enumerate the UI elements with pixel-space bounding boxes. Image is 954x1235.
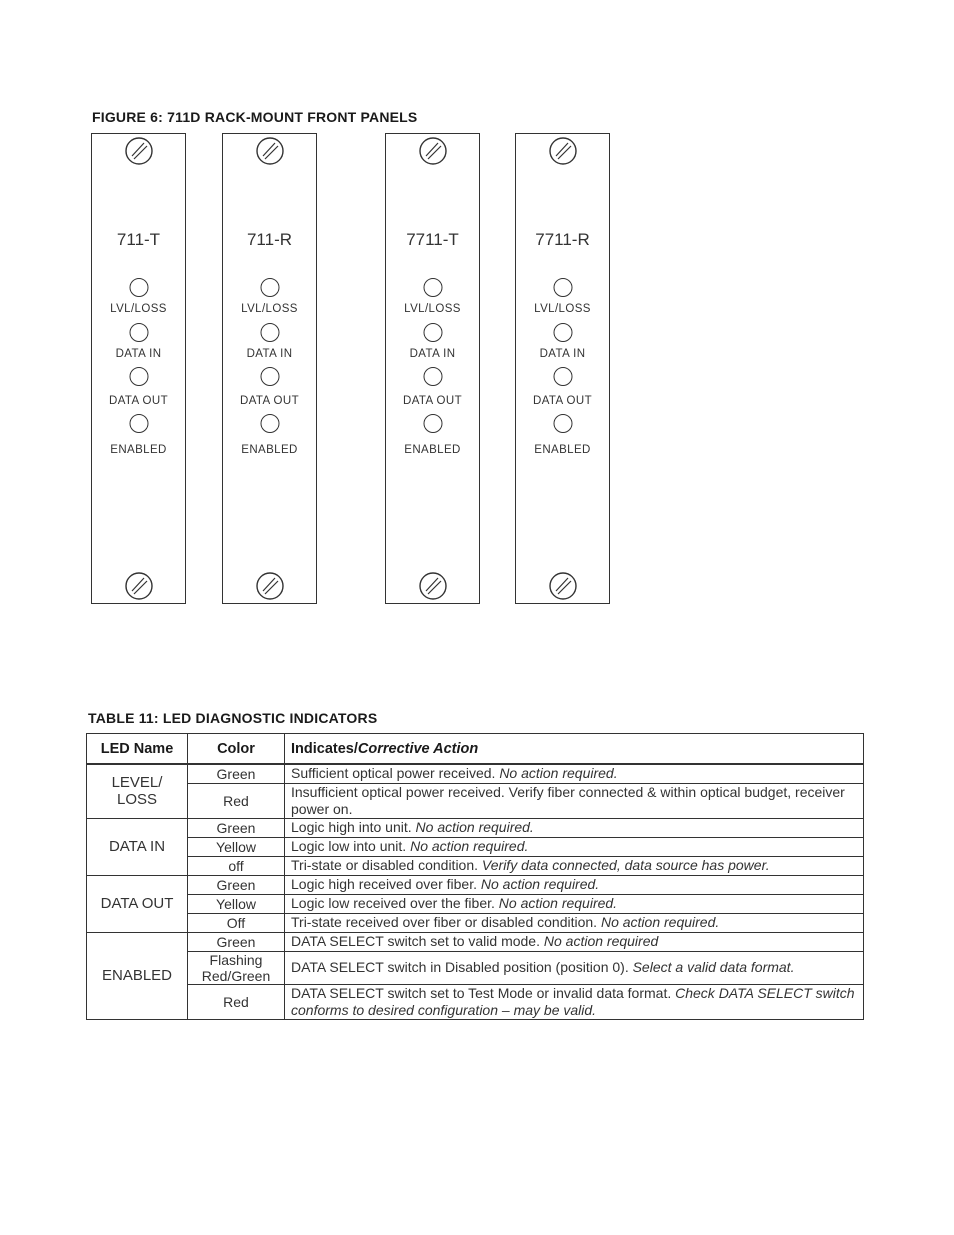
panel-name: 711-R xyxy=(246,230,293,249)
panel-name: 7711-T xyxy=(406,230,459,249)
led-circle-icon xyxy=(260,323,279,342)
led-label: ENABLED xyxy=(534,444,591,456)
led-circle-icon xyxy=(553,323,572,342)
color-cell: Green xyxy=(188,932,285,951)
indicates-cell xyxy=(285,875,864,894)
color-cell: off xyxy=(188,856,285,875)
corrective-action-text: Select a valid data format. xyxy=(632,959,795,975)
header-corrective-action: Corrective Action xyxy=(357,740,479,757)
corrective-action-text: No action required. xyxy=(499,765,618,782)
table-row xyxy=(87,764,864,783)
led-circle-icon xyxy=(423,367,442,386)
led-label: DATA OUT xyxy=(403,395,462,407)
panel-name: 711-T xyxy=(116,230,161,249)
indicates-cell xyxy=(285,764,864,783)
indicates-cell xyxy=(285,984,864,1019)
corrective-action-text: Verify data connected, data source has power. xyxy=(481,857,770,873)
table-row xyxy=(87,894,864,913)
color-cell: Flashing Red/Green xyxy=(188,951,285,984)
screw-icon xyxy=(255,136,285,166)
corrective-action-text: No action required. xyxy=(600,914,720,930)
led-circle-icon xyxy=(553,414,572,433)
led-circle-icon xyxy=(260,278,279,297)
indicates-cell xyxy=(285,894,864,913)
led-label: LVL/LOSS xyxy=(404,303,461,315)
table-row xyxy=(87,818,864,837)
table-row xyxy=(87,875,864,894)
table-body xyxy=(87,764,864,1019)
indicates-text: Logic low received over the fiber. xyxy=(291,895,499,911)
led-label: ENABLED xyxy=(110,444,167,456)
led-circle-icon xyxy=(423,323,442,342)
screw-icon xyxy=(124,571,154,601)
color-cell: Green xyxy=(188,764,285,783)
led-name-cell: DATA IN xyxy=(87,818,188,875)
led-circle-icon xyxy=(129,367,148,386)
corrective-action-text: No action required xyxy=(543,933,659,949)
led-circle-icon xyxy=(129,414,148,433)
led-diagnostic-table xyxy=(86,733,864,1020)
led-circle-icon xyxy=(129,323,148,342)
color-cell: Off xyxy=(188,913,285,932)
indicates-text: DATA SELECT switch in Disabled position (position 0). xyxy=(291,959,633,975)
corrective-action-text: No action required. xyxy=(480,876,600,892)
color-cell: Red xyxy=(188,783,285,818)
indicates-text: Logic low into unit. xyxy=(291,838,411,854)
table-row xyxy=(87,984,864,1019)
front-panel xyxy=(91,133,186,604)
led-label: ENABLED xyxy=(404,444,461,456)
header-indicates-label: Indicates/ xyxy=(291,740,358,757)
indicates-cell xyxy=(285,818,864,837)
led-circle-icon xyxy=(423,414,442,433)
led-circle-icon xyxy=(553,278,572,297)
table-title: TABLE 11: LED DIAGNOSTIC INDICATORS xyxy=(88,710,378,726)
corrective-action-text: Check DATA SELECT switch conforms to desired configuration – may be valid. xyxy=(291,984,855,1018)
indicates-text: DATA SELECT switch set to valid mode. xyxy=(291,933,544,949)
indicates-cell xyxy=(285,783,864,818)
led-label: DATA OUT xyxy=(109,395,168,407)
led-label: DATA IN xyxy=(409,348,456,360)
indicates-text: DATA SELECT switch set to Test Mode or invalid data format. xyxy=(291,984,676,1001)
front-panel xyxy=(385,133,480,604)
panel-name: 7711-R xyxy=(535,230,590,249)
indicates-text: Logic high into unit. xyxy=(291,819,416,835)
led-label: LVL/LOSS xyxy=(241,303,298,315)
led-label: DATA OUT xyxy=(533,395,592,407)
header-led-name: LED Name xyxy=(87,734,188,765)
led-label: LVL/LOSS xyxy=(534,303,591,315)
corrective-action-text: No action required. xyxy=(498,895,618,911)
screw-icon xyxy=(548,136,578,166)
led-name-cell: ENABLED xyxy=(87,932,188,1019)
indicates-text: Sufficient optical power received. xyxy=(291,765,500,782)
led-circle-icon xyxy=(260,414,279,433)
screw-icon xyxy=(124,136,154,166)
table-row xyxy=(87,913,864,932)
screw-icon xyxy=(548,571,578,601)
table-row xyxy=(87,837,864,856)
led-circle-icon xyxy=(553,367,572,386)
front-panel xyxy=(515,133,610,604)
table-row xyxy=(87,951,864,984)
screw-icon xyxy=(255,571,285,601)
led-label: DATA IN xyxy=(246,348,293,360)
color-cell: Yellow xyxy=(188,837,285,856)
color-cell: Yellow xyxy=(188,894,285,913)
table-row xyxy=(87,856,864,875)
led-name-cell: LEVEL/ LOSS xyxy=(87,764,188,818)
screw-icon xyxy=(418,136,448,166)
indicates-cell xyxy=(285,913,864,932)
table-row xyxy=(87,783,864,818)
color-cell: Green xyxy=(188,875,285,894)
front-panel xyxy=(222,133,317,604)
indicates-cell xyxy=(285,951,864,984)
led-label: DATA OUT xyxy=(240,395,299,407)
color-cell: Green xyxy=(188,818,285,837)
indicates-text: Tri-state received over fiber or disabled condition. xyxy=(291,914,601,930)
led-label: DATA IN xyxy=(539,348,586,360)
led-name-cell: DATA OUT xyxy=(87,875,188,932)
table-row xyxy=(87,932,864,951)
indicates-cell xyxy=(285,856,864,875)
indicates-cell xyxy=(285,932,864,951)
figure-title: FIGURE 6: 711D RACK-MOUNT FRONT PANELS xyxy=(92,109,418,125)
indicates-text: Insufficient optical power received. Verify fiber connected & within optical budget, receiver power on. xyxy=(291,783,845,817)
led-circle-icon xyxy=(423,278,442,297)
indicates-text: Logic high received over fiber. xyxy=(291,876,481,892)
header-indicates xyxy=(285,734,864,765)
led-label: LVL/LOSS xyxy=(110,303,167,315)
corrective-action-text: No action required. xyxy=(415,819,534,835)
header-color: Color xyxy=(188,734,285,765)
led-circle-icon xyxy=(129,278,148,297)
indicates-text: Tri-state or disabled condition. xyxy=(291,857,482,873)
table-header-row xyxy=(87,734,864,765)
color-cell: Red xyxy=(188,984,285,1019)
led-label: ENABLED xyxy=(241,444,298,456)
screw-icon xyxy=(418,571,448,601)
led-label: DATA IN xyxy=(115,348,162,360)
led-circle-icon xyxy=(260,367,279,386)
corrective-action-text: No action required. xyxy=(410,838,529,854)
indicates-cell xyxy=(285,837,864,856)
